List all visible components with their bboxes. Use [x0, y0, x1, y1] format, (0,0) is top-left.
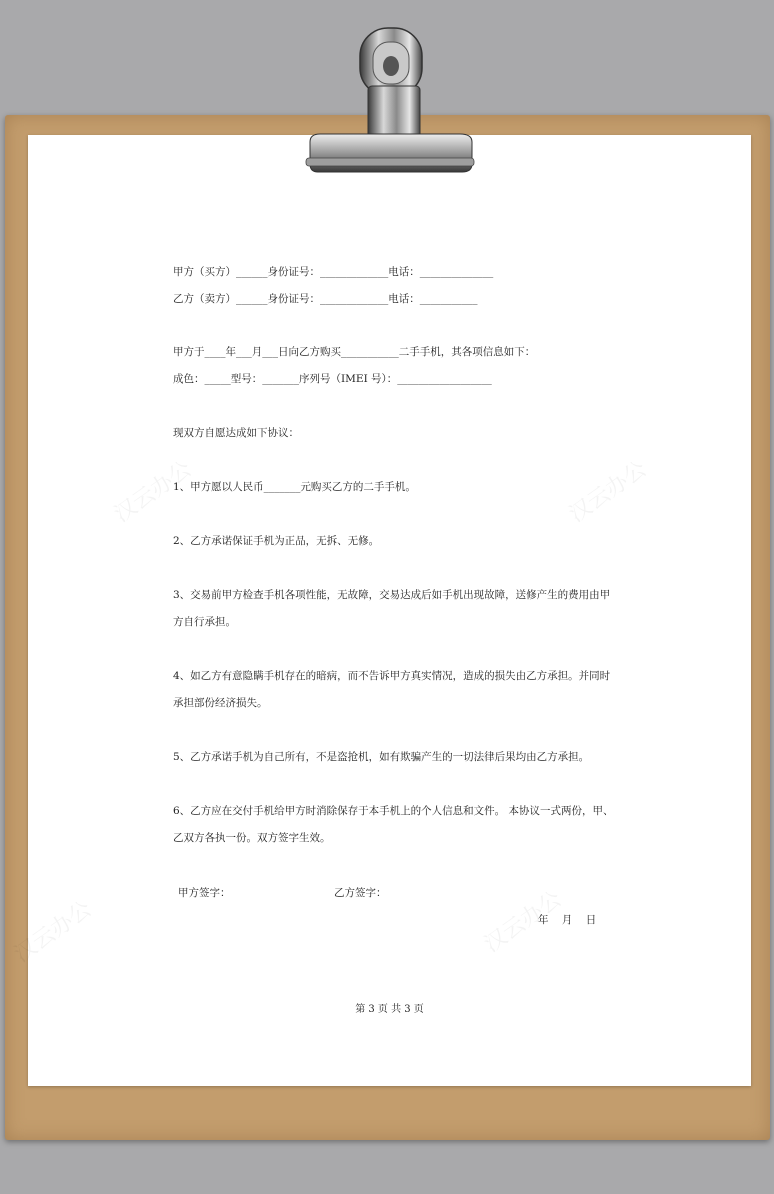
watermark-text [562, 453, 652, 529]
agreement-intro: 现双方自愿达成如下协议： [173, 427, 299, 439]
clause-4-line-1: 4、如乙方有意隐瞒手机存在的暗病，而不告诉甲方真实情况，造成的损失由乙方承担。并同时 [173, 670, 611, 682]
clause-5: 5、乙方承诺手机为自己所有，不是盗抢机，如有欺骗产生的一切法律后果均由乙方承担。 [173, 751, 590, 763]
clause-2: 2、乙方承诺保证手机为正品，无拆、无修。 [173, 535, 380, 547]
phone-info-line: 成色：_____型号：_______序列号（IMEI 号）：__________________ [173, 373, 492, 385]
clause-6-line-2: 乙双方各执一份。双方签字生效。 [173, 832, 331, 844]
clause-1: 1、甲方愿以人民币_______元购买乙方的二手手机。 [173, 481, 416, 493]
signature-date: 年 月 日 [538, 914, 597, 926]
clause-3-line-2: 方自行承担。 [173, 616, 236, 628]
party-b-signature-label: 乙方签字： [334, 887, 387, 899]
page-number-footer: 第 3 页 共 3 页 [355, 1004, 424, 1015]
clause-4-line-2: 承担部份经济损失。 [173, 697, 268, 709]
purchase-line: 甲方于____年___月___日向乙方购买___________二手手机，其各项信息如下： [173, 346, 536, 358]
clause-6-line-1: 6、乙方应在交付手机给甲方时消除保存于本手机上的个人信息和文件。 本协议一式两份，甲、 [173, 805, 614, 817]
party-a-line: 甲方（买方）______身份证号：_____________电话：______________ [173, 266, 494, 278]
party-a-signature-label: 甲方签字： [178, 887, 231, 899]
clause-3-line-1: 3、交易前甲方检查手机各项性能，无故障，交易达成后如手机出现故障，送修产生的费用由甲 [173, 589, 611, 601]
party-b-line: 乙方（卖方）______身份证号：_____________电话：___________ [173, 293, 478, 305]
document-page [28, 135, 751, 1086]
binder-clip-icon [300, 24, 480, 179]
